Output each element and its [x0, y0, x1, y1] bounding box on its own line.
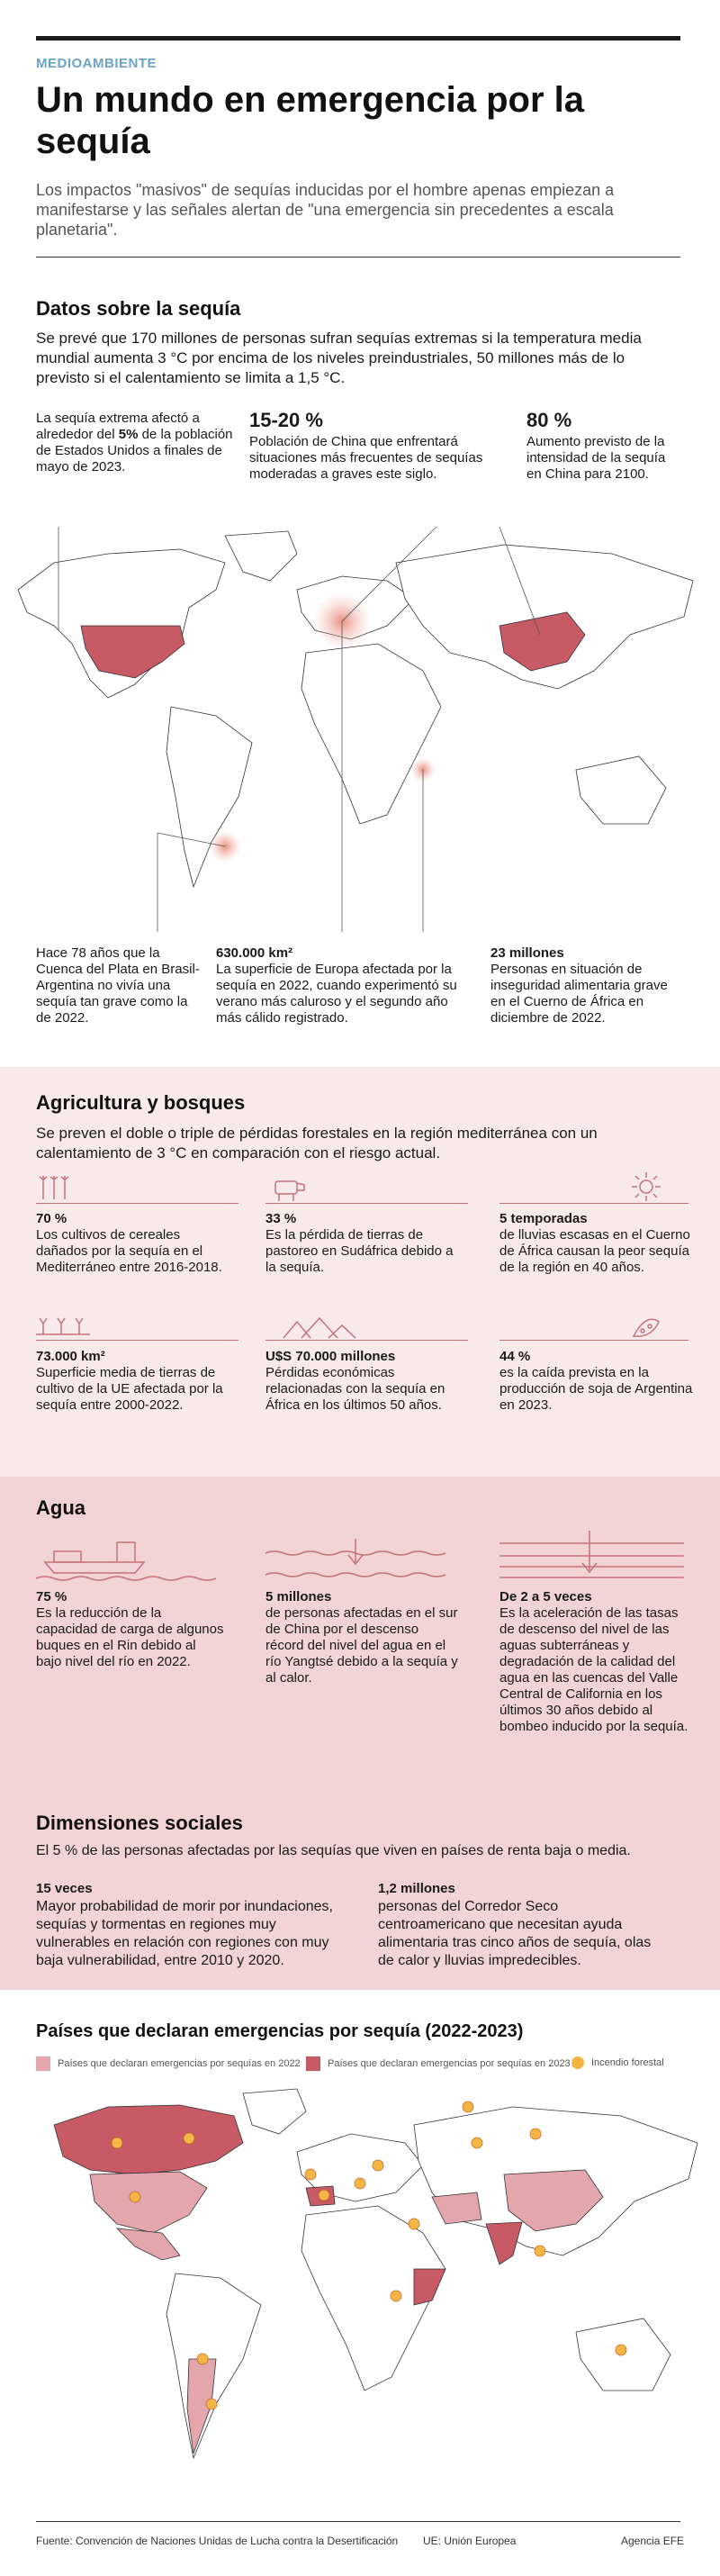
- agua-stat-value: De 2 a 5 veces: [500, 1589, 592, 1604]
- fact-europe-value: 630.000 km²: [216, 945, 293, 961]
- fire-icon: [572, 2056, 584, 2069]
- agua-stat-3: [500, 1589, 688, 1735]
- agri-stat-6: [500, 1349, 693, 1414]
- fact-plata: Hace 78 años que la Cuenca del Plata en Brasil-Argentina no vivía una sequía tan grave como la de 2022.: [36, 945, 200, 1026]
- agua-stat-text: de personas afectadas en el sur de China por el descenso récord del nivel del agua en el río Yangtsé debido a la sequía y al calor.: [266, 1605, 458, 1686]
- fire-icon: [535, 2246, 545, 2256]
- fact-intensity-value: 80 %: [526, 409, 572, 431]
- footer-note: UE: Unión Europea: [423, 2535, 517, 2547]
- india-shape: [486, 2222, 522, 2264]
- horn-africa-shape: [414, 2269, 446, 2305]
- social-stat-2: [378, 1880, 666, 1970]
- fire-icon: [206, 2399, 217, 2409]
- stat-divider: [500, 1203, 688, 1204]
- fire-icon: [472, 2138, 482, 2148]
- agua-stat-2: [266, 1589, 459, 1686]
- stat-divider: [36, 1340, 238, 1341]
- fire-icon: [373, 2160, 383, 2171]
- footer-divider: [36, 2521, 680, 2522]
- world-map-drought: [0, 527, 720, 923]
- usa-shape: [90, 2172, 207, 2233]
- fact-china-text: Población de China que enfrentará situaciones más frecuentes de sequías moderadas a graves este siglo.: [249, 434, 483, 482]
- social-heading: Dimensiones sociales: [36, 1812, 243, 1834]
- fire-icon: [616, 2345, 626, 2355]
- fact-europe-text: La superficie de Europa afectada por la sequía en 2022, cuando experimentó su verano más caluroso y el segundo año más cálido registrado.: [216, 962, 457, 1026]
- fire-icon: [391, 2291, 401, 2301]
- footer-source: Fuente: Convención de Naciones Unidas de Lucha contra la Desertificación: [36, 2535, 399, 2547]
- sun-icon: [630, 1170, 662, 1203]
- header-divider: [36, 257, 680, 258]
- social-intro: El 5 % de las personas afectadas por las sequías que viven en países de renta baja o media.: [36, 1843, 631, 1858]
- agri-stat-1: [36, 1211, 230, 1276]
- mexico-shape: [117, 2228, 180, 2260]
- agri-stat-value: U$S 70.000 millones: [266, 1349, 396, 1364]
- datos-intro: Se prevé que 170 millones de personas sufran sequías extremas si la temperatura media mundial aumenta 3 °C por encima de los niveles preindustriales, 50 millones más de lo previsto si el calentamiento se limita a 1,5 °C.: [36, 330, 642, 386]
- legend-2022: [36, 2056, 301, 2071]
- agri-stat-value: 70 %: [36, 1211, 68, 1226]
- fire-icon: [355, 2178, 365, 2189]
- ship-icon: [36, 1535, 225, 1580]
- agri-stat-text: de lluvias escasas en el Cuerno de África causan la peor sequía de la región en 40 años.: [500, 1227, 690, 1275]
- fact-china: [249, 409, 510, 483]
- social-stat-value: 15 veces: [36, 1881, 93, 1896]
- money-icon: [279, 1313, 360, 1340]
- agua-stat-value: 5 millones: [266, 1589, 332, 1604]
- lead-paragraph: Los impactos "masivos" de sequías inducidas por el hombre apenas empiezan a manifestarse y las señales alertan de "una emergencia sin precedentes a escala planetaria".: [36, 181, 615, 239]
- water-level-icon: [266, 1535, 459, 1580]
- agua-stat-text: Es la reducción de la capacidad de carga de algunos buques en el Rin debido al bajo nivel del río en 2022.: [36, 1605, 224, 1669]
- agua-stat-1: [36, 1589, 225, 1670]
- fact-usa-pre: La sequía extrema afectó a alrededor del: [36, 411, 200, 442]
- greenland-shape: [225, 531, 297, 581]
- fire-icon: [112, 2138, 122, 2148]
- datos-heading: Datos sobre la sequía: [36, 297, 241, 320]
- legend-2022-swatch: [36, 2056, 50, 2071]
- legend-2023-swatch: [306, 2056, 320, 2071]
- social-stat-value: 1,2 millones: [378, 1881, 455, 1896]
- fact-africa-text: Personas en situación de inseguridad alimentaria grave en el Cuerno de África en diciembre de 2022.: [490, 962, 668, 1026]
- social-stat-text: personas del Corredor Seco centroamericano que necesitan ayuda alimentaria tras cinco años de sequía, olas de calor y lluvias impredecibles.: [378, 1899, 652, 1968]
- top-rule: [36, 36, 680, 41]
- agri-stat-4: [36, 1349, 230, 1414]
- social-stat-text: Mayor probabilidad de morir por inundaciones, sequías y tormentas en regiones muy vulnerables en relación con regiones con muy baja vulnerabilidad, entre 2010 y 2020.: [36, 1899, 333, 1968]
- middle-east-shape: [432, 2192, 482, 2224]
- groundwater-icon: [500, 1531, 688, 1580]
- fire-icon: [319, 2190, 329, 2201]
- fact-africa: [490, 945, 684, 1026]
- fire-icon: [530, 2129, 541, 2139]
- stat-divider: [500, 1340, 688, 1341]
- agri-stat-5: [266, 1349, 459, 1414]
- agri-stat-value: 73.000 km²: [36, 1349, 105, 1364]
- agri-stat-value: 5 temporadas: [500, 1211, 588, 1226]
- legend-2022-label: Países que declaran emergencias por sequías en 2022: [58, 2058, 301, 2069]
- footer-agency: Agencia EFE: [621, 2535, 685, 2547]
- agri-stat-text: es la caída prevista en la producción de soja de Argentina en 2023.: [500, 1365, 693, 1413]
- fire-icon: [197, 2354, 208, 2364]
- fact-usa: [36, 411, 234, 475]
- fact-china-value: 15-20 %: [249, 409, 323, 431]
- world-map-emergencies: [0, 2089, 720, 2485]
- soy-icon: [630, 1316, 662, 1340]
- fire-icon: [305, 2169, 316, 2180]
- south-america-shape: [166, 707, 252, 887]
- fact-intensity: [526, 409, 684, 483]
- agri-stat-2: [266, 1211, 459, 1276]
- agua-heading: Agua: [36, 1496, 86, 1519]
- agua-stat-text: Es la aceleración de las tasas de descenso del nivel de las aguas subterráneas y degradación de la calidad del agua en las cuencas del Valle Central de California en los últimos 30 años debido al bombeo inducido por la sequía.: [500, 1605, 688, 1734]
- agua-stat-value: 75 %: [36, 1589, 68, 1604]
- stat-divider: [266, 1203, 468, 1204]
- section-kicker: MEDIOAMBIENTE: [36, 56, 157, 71]
- oceania-shape: [576, 756, 666, 824]
- social-stat-1: [36, 1880, 351, 1970]
- fire-icon: [463, 2101, 473, 2112]
- fact-usa-pct: 5%: [118, 427, 139, 442]
- cow-icon: [270, 1176, 308, 1203]
- crops-icon: [36, 1313, 99, 1338]
- agri-stat-text: Es la pérdida de tierras de pastoreo en Sudáfrica debido a la sequía.: [266, 1227, 454, 1275]
- fact-africa-value: 23 millones: [490, 945, 564, 961]
- wheat-icon: [36, 1172, 72, 1203]
- fire-icon: [130, 2192, 140, 2202]
- agri-stat-3: [500, 1211, 693, 1276]
- fact-europe: [216, 945, 477, 1026]
- legend-2023: [306, 2056, 571, 2071]
- stat-divider: [36, 1203, 238, 1204]
- fact-intensity-text: Aumento previsto de la intensidad de la sequía en China para 2100.: [526, 434, 666, 482]
- agri-stat-text: Los cultivos de cereales dañados por la sequía en el Mediterráneo entre 2016-2018.: [36, 1227, 222, 1275]
- fire-icon: [409, 2219, 419, 2229]
- agri-stat-text: Superficie media de tierras de cultivo de la UE afectada por la sequía entre 2000-2022.: [36, 1365, 223, 1413]
- africa-shape: [302, 644, 441, 824]
- agricultura-intro: Se preven el doble o triple de pérdidas forestales en la región mediterránea con un calentamiento de 3 °C en comparación con el riesgo actual.: [36, 1125, 598, 1161]
- canada-shape: [54, 2105, 243, 2174]
- fire-icon: [184, 2133, 194, 2144]
- greenland-shape: [243, 2089, 306, 2134]
- stat-divider: [266, 1340, 468, 1341]
- fact-usa-post: de la población de Estados Unidos a finales de mayo de 2023.: [36, 427, 233, 475]
- legend-fire-label: Incendio forestal: [591, 2057, 664, 2068]
- page-title: Un mundo en emergencia por la sequía: [36, 80, 585, 161]
- agri-stat-value: 33 %: [266, 1211, 297, 1226]
- legend-fire: [572, 2056, 664, 2069]
- agricultura-heading: Agricultura y bosques: [36, 1091, 246, 1114]
- agri-stat-text: Pérdidas económicas relacionadas con la sequía en África en los últimos 50 años.: [266, 1365, 446, 1413]
- emergencias-heading: Países que declaran emergencias por sequía (2022-2023): [36, 2021, 524, 2041]
- legend-2023-label: Países que declaran emergencias por sequías en 2023: [328, 2058, 571, 2069]
- agri-stat-value: 44 %: [500, 1349, 531, 1364]
